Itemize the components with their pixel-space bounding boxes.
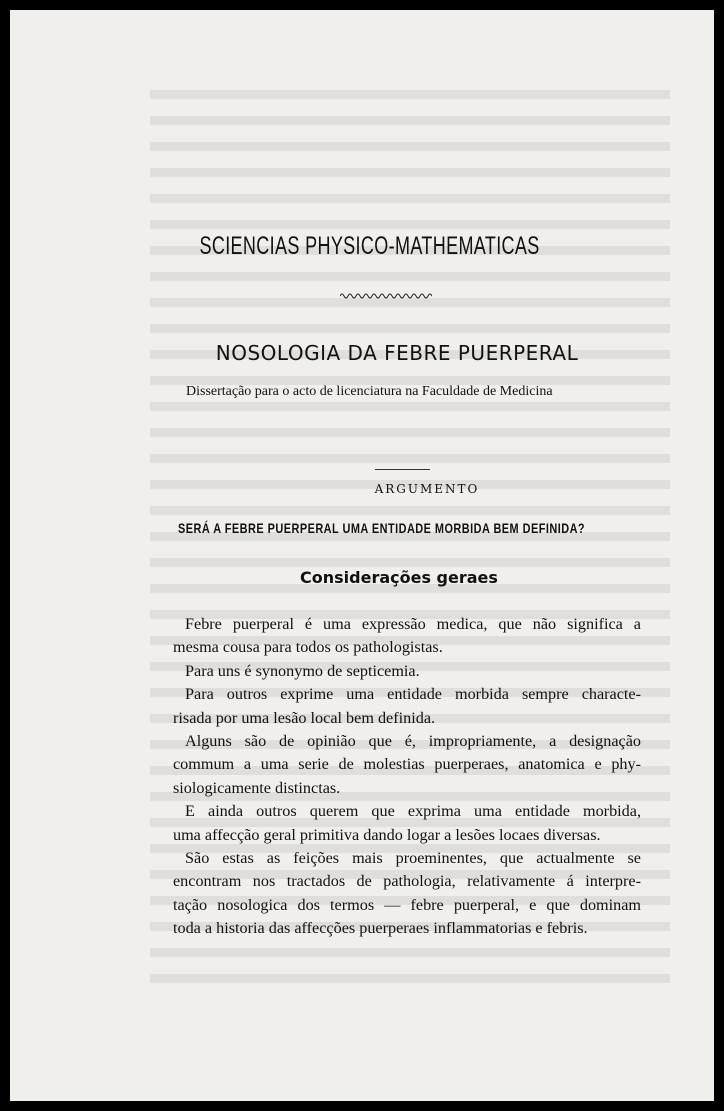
paragraph xyxy=(173,683,641,730)
section-heading: Considerações geraes xyxy=(300,568,498,587)
section-title: SCIENCIAS PHYSICO-MATHEMATICAS xyxy=(199,232,540,260)
document-title: NOSOLOGIA DA FEBRE PUERPERAL xyxy=(215,341,579,365)
text-line: Para outros exprime uma entidade morbida sempre characte- xyxy=(185,685,641,704)
paragraph xyxy=(173,800,641,847)
paragraph xyxy=(173,730,641,800)
text-line: risada por uma lesão local bem definida. xyxy=(173,708,436,727)
text-line: uma affecção geral primitiva dando logar a lesões locaes diversas. xyxy=(173,825,601,844)
document-page xyxy=(10,10,714,1101)
page-content xyxy=(10,10,714,1101)
text-line: encontram nos tractados de pathologia, relativamente á interpre- xyxy=(173,872,641,891)
text-line: siologicamente distinctas. xyxy=(173,778,341,797)
ornament-squiggle xyxy=(340,292,432,300)
argument-label: ARGUMENTO xyxy=(374,482,480,496)
paragraph xyxy=(173,613,641,660)
text-line: tação nosologica dos termos — febre puerperal, e que dominam xyxy=(173,895,641,914)
paragraph xyxy=(173,660,641,683)
text-line: mesma cousa para todos os pathologistas. xyxy=(173,638,443,657)
text-line: commum a uma serie de molestias puerperaes, anatomica e phy- xyxy=(173,755,641,774)
argument-question: SERÁ A FEBRE PUERPERAL UMA ENTIDADE MORBIDA BEM DEFINIDA? xyxy=(178,520,586,536)
document-subtitle: Dissertação para o acto de licenciatura na Faculdade de Medicina xyxy=(186,384,553,399)
divider-rule xyxy=(375,469,430,470)
text-line: Febre puerperal é uma expressão medica, que não significa a xyxy=(185,615,641,633)
body-text xyxy=(173,613,641,941)
text-line: São estas as feições mais proeminentes, que actualmente se xyxy=(185,849,641,868)
text-line: toda a historia das affecções puerperaes inflammatorias e febris. xyxy=(173,919,588,938)
paragraph xyxy=(173,847,641,941)
text-line: Para uns é synonymo de septicemia. xyxy=(185,661,420,680)
text-line: E ainda outros querem que exprima uma entidade morbida, xyxy=(185,802,641,821)
text-line: Alguns são de opinião que é, impropriamente, a designação xyxy=(185,732,641,751)
